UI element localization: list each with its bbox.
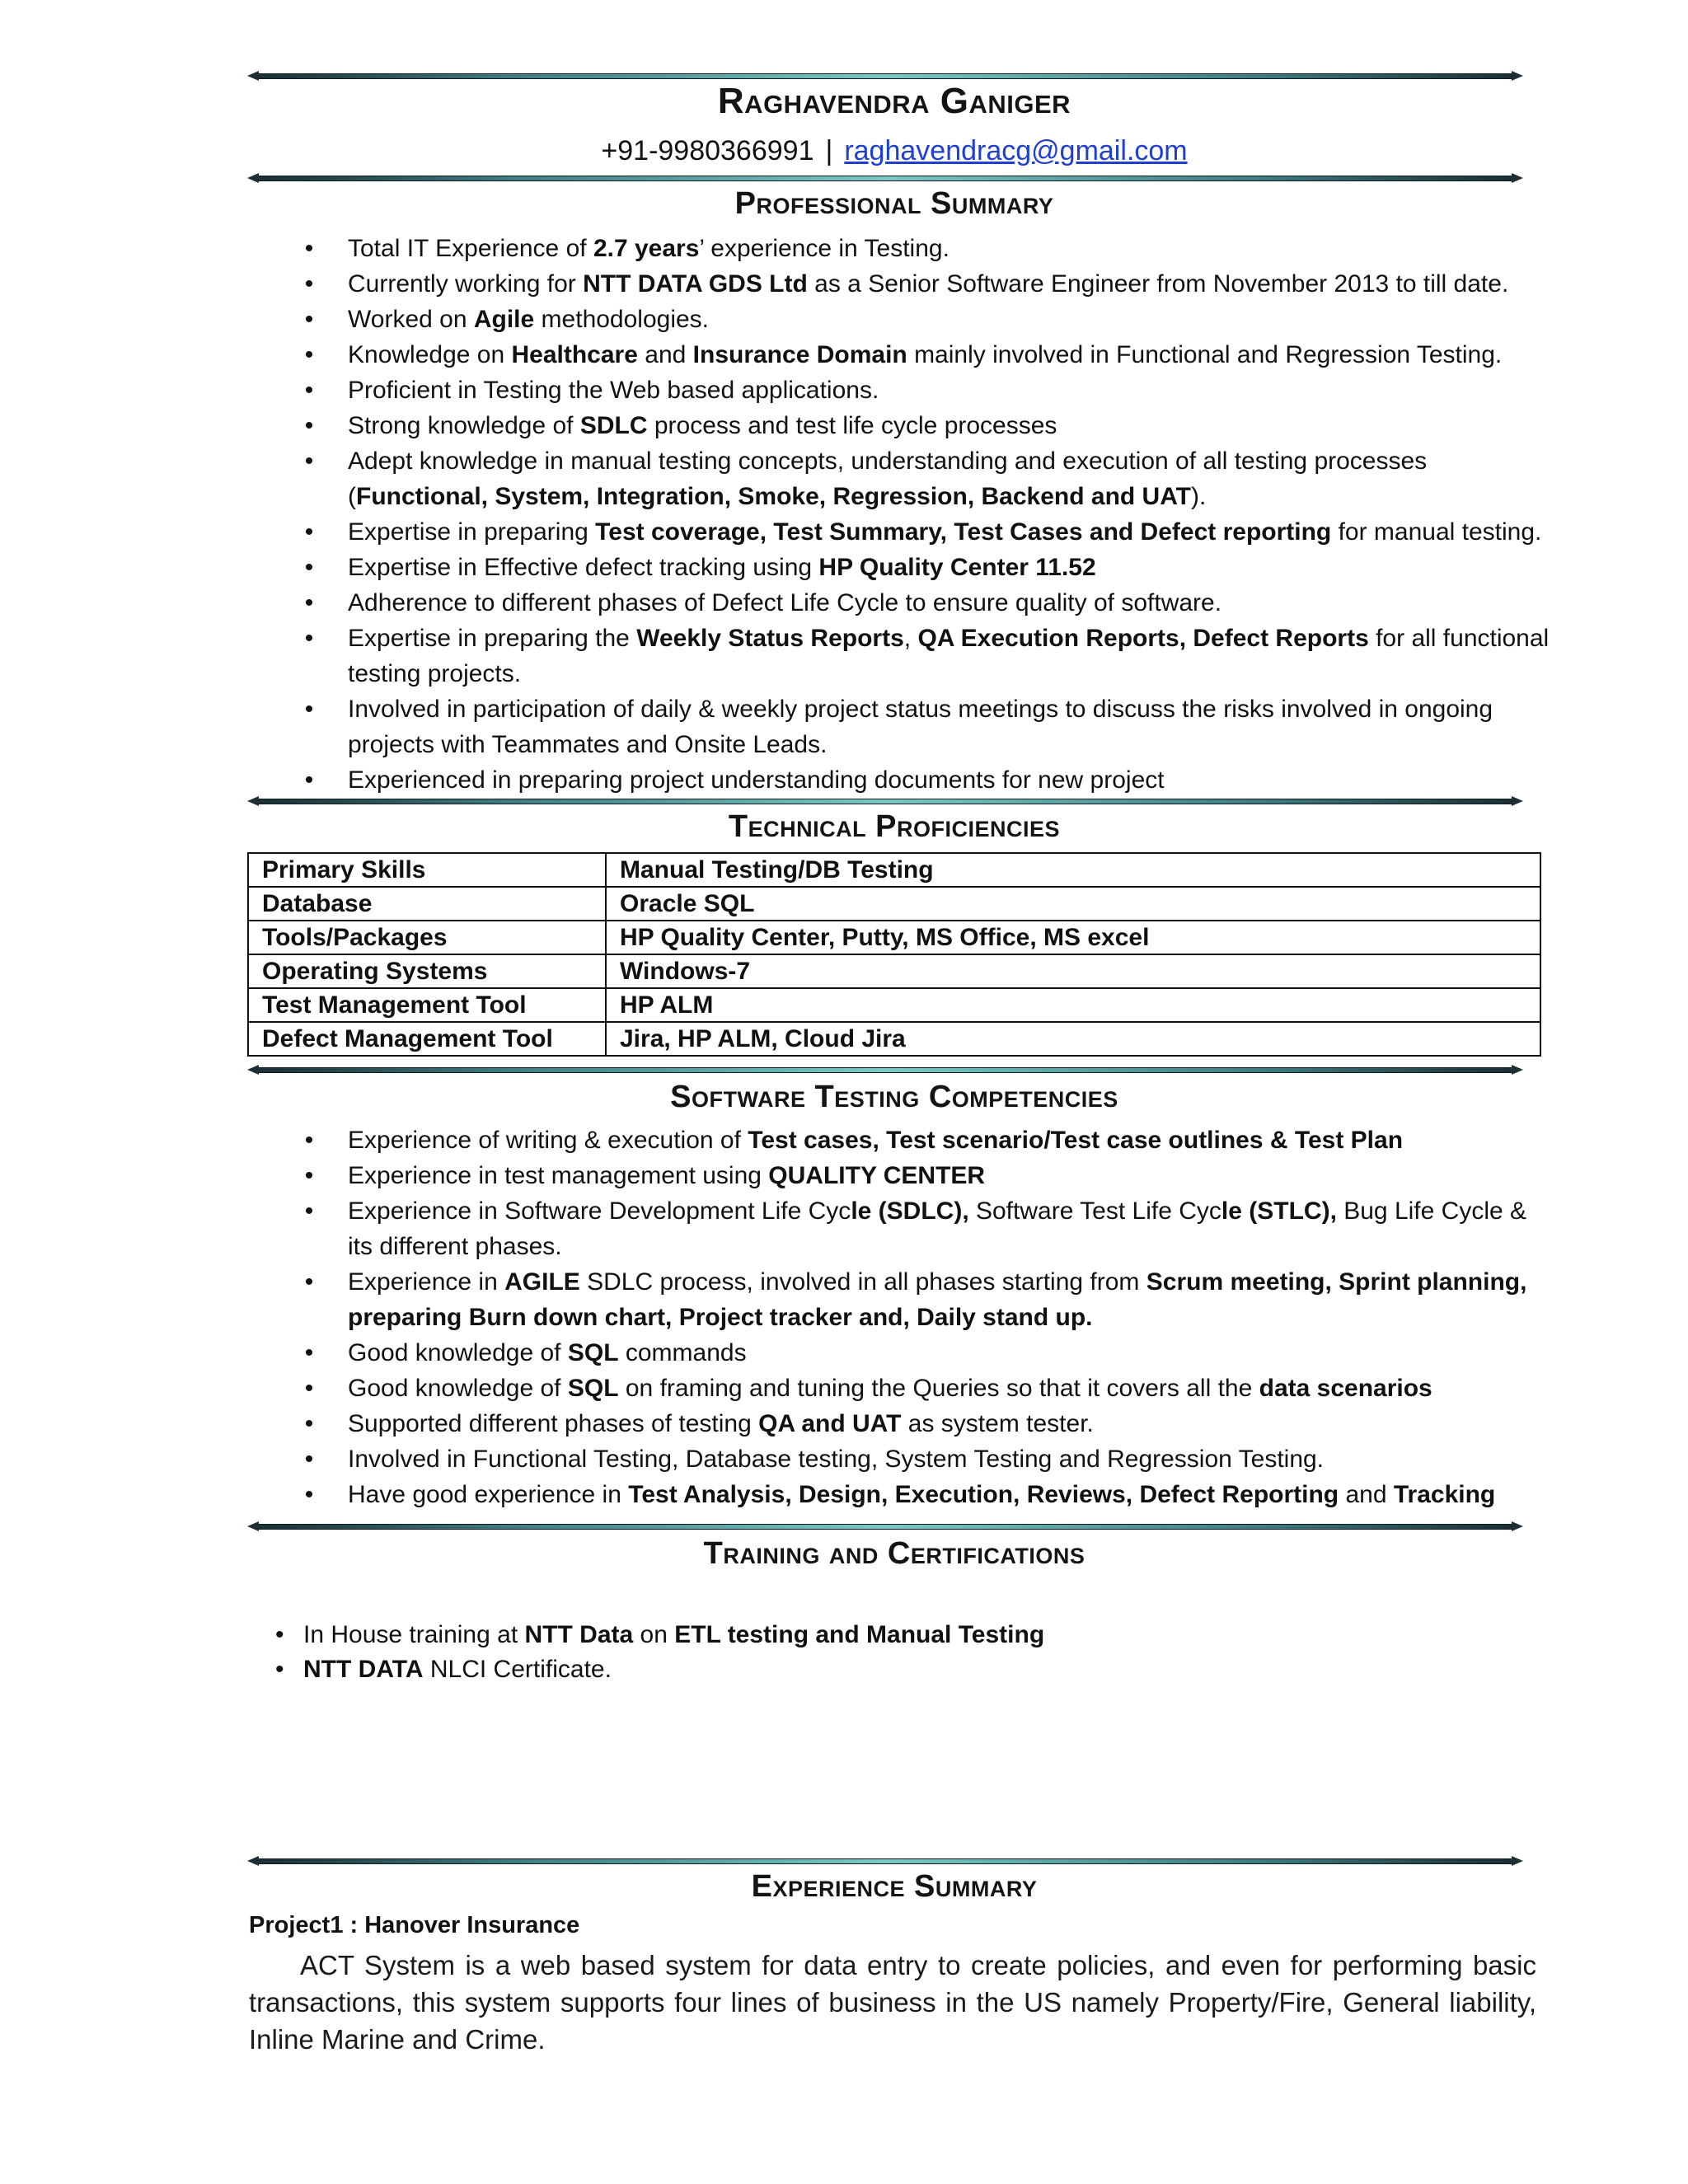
bullet-icon: • — [304, 1446, 314, 1473]
section-title-professional-summary: Professional Summary — [734, 186, 1054, 221]
bullet-icon: • — [304, 1197, 314, 1225]
list-item-text: NTT Data — [524, 1621, 634, 1648]
skill-value-cell: Jira, HP ALM, Cloud Jira — [606, 1022, 1540, 1056]
bullet-icon: • — [304, 306, 314, 333]
bullet-icon: • — [304, 448, 314, 475]
list-item-text: QUALITY CENTER — [768, 1162, 986, 1189]
list-item — [297, 1371, 1550, 1406]
list-item-text: HP Quality Center 11.52 — [818, 554, 1096, 581]
list-item-text: Scrum meeting, Sprint planning, preparing Burn down chart, Project tracker and, Daily stand up. — [348, 1268, 1527, 1331]
list-item-text: AGILE — [504, 1268, 580, 1296]
list-item — [297, 762, 1550, 798]
divider-rule — [247, 173, 1523, 183]
training-list — [275, 1618, 1044, 1687]
bullet-icon: • — [304, 412, 314, 439]
list-item-text: ’ experience in Testing. — [699, 235, 950, 262]
bullet-icon: • — [304, 518, 314, 546]
list-item — [297, 1441, 1550, 1477]
bullet-icon: • — [304, 766, 314, 794]
list-item — [297, 443, 1550, 514]
divider-rule — [247, 71, 1523, 81]
list-item — [297, 266, 1550, 302]
bullet-icon: • — [304, 1268, 314, 1296]
list-item-text: Insurance Domain — [692, 341, 907, 368]
bullet-icon: • — [304, 589, 314, 616]
technical-proficiencies-table — [247, 852, 1541, 1057]
list-item-text: Functional, System, Integration, Smoke, Regression, Backend and UAT — [356, 483, 1191, 510]
bullet-icon: • — [304, 1410, 314, 1437]
list-item-text: NTT DATA GDS Ltd — [583, 270, 808, 298]
bullet-icon: • — [275, 1656, 284, 1683]
list-item — [297, 550, 1550, 585]
list-item-text: and — [637, 341, 693, 368]
table-row — [248, 988, 1540, 1022]
bullet-icon: • — [304, 1127, 314, 1154]
bullet-icon: • — [304, 377, 314, 404]
list-item-text: NLCI Certificate. — [423, 1656, 612, 1683]
email-link[interactable]: raghavendracg@gmail.com — [844, 135, 1188, 166]
list-item — [297, 408, 1550, 443]
bullet-icon: • — [304, 1375, 314, 1402]
divider-rule — [247, 1856, 1523, 1866]
table-row — [248, 921, 1540, 954]
list-item-text: SDLC process, involved in all phases starting from — [579, 1268, 1146, 1296]
list-item-text: Weekly Status Reports — [636, 625, 904, 652]
section-title-technical-proficiencies: Technical Proficiencies — [728, 809, 1061, 844]
list-item-text: data scenarios — [1259, 1375, 1432, 1402]
list-item-text: Involved in participation of daily & weekly project status meetings to discuss the risks involved in ongoing projects with Teammates and Onsite Leads. — [348, 696, 1493, 758]
list-item-text: as system tester. — [901, 1410, 1094, 1437]
list-item-text: NTT DATA — [303, 1656, 424, 1683]
list-item-text: Good knowledge of — [348, 1375, 568, 1402]
list-item — [297, 585, 1550, 621]
project-description: ACT System is a web based system for data entry to create policies, and even for performing basic transactions, this system supports four lines of business in the US namely Property/Fire, General liability, Inline Marine and Crime. — [249, 1950, 1536, 2055]
list-item — [297, 1477, 1550, 1512]
phone-number: +91-9980366991 — [601, 135, 814, 166]
skill-category-cell: Operating Systems — [248, 954, 606, 988]
list-item-text: Experience in — [348, 1268, 505, 1296]
list-item-text: as a Senior Software Engineer from November 2013 to till date. — [807, 270, 1509, 298]
contact-separator: | — [825, 135, 833, 166]
list-item-text: on — [633, 1621, 675, 1648]
list-item-text: le (STLC), — [1221, 1197, 1337, 1225]
list-item-text: SQL — [567, 1339, 619, 1366]
table-row — [248, 1022, 1540, 1056]
list-item-text: methodologies. — [534, 306, 710, 333]
divider-rule — [247, 1065, 1523, 1075]
contact-line — [247, 135, 1541, 167]
list-item-text: Adept knowledge in manual testing concepts, understanding and execution of all testing processes ( — [348, 448, 1428, 510]
divider-rule — [247, 796, 1523, 806]
list-item-text: Involved in Functional Testing, Database testing, System Testing and Regression Testing. — [348, 1446, 1325, 1473]
divider-rule — [247, 1521, 1523, 1531]
section-title-experience-summary: Experience Summary — [751, 1869, 1038, 1904]
skill-value-cell: Manual Testing/DB Testing — [606, 853, 1540, 887]
list-item-text: Test Analysis, Design, Execution, Reviews, Defect Reporting — [628, 1481, 1339, 1508]
list-item — [297, 691, 1550, 762]
list-item-text: Experience of writing & execution of — [348, 1127, 748, 1154]
list-item — [297, 514, 1550, 550]
section-title-software-testing-competencies: Software Testing Competencies — [670, 1080, 1118, 1114]
skill-category-cell: Test Management Tool — [248, 988, 606, 1022]
list-item-text: , — [903, 625, 918, 652]
list-item-text: mainly involved in Functional and Regression Testing. — [907, 341, 1503, 368]
list-item-text: Test coverage, Test Summary, Test Cases and Defect reporting — [595, 518, 1332, 546]
list-item-text: Expertise in Effective defect tracking using — [348, 554, 819, 581]
list-item — [297, 1335, 1550, 1371]
section-title-training: Training and Certifications — [703, 1536, 1085, 1571]
bullet-icon: • — [304, 341, 314, 368]
list-item — [297, 1264, 1550, 1335]
list-item-text: ). — [1190, 483, 1207, 510]
list-item — [297, 1122, 1550, 1158]
bullet-icon: • — [304, 235, 314, 262]
list-item-text: Experience in Software Development Life Cyc — [348, 1197, 851, 1225]
list-item — [297, 302, 1550, 337]
list-item — [297, 373, 1550, 408]
project-title: Project1 : Hanover Insurance — [249, 1912, 580, 1938]
skill-value-cell: Windows-7 — [606, 954, 1540, 988]
list-item-text: Currently working for — [348, 270, 584, 298]
list-item-text: SQL — [567, 1375, 619, 1402]
skill-category-cell: Defect Management Tool — [248, 1022, 606, 1056]
list-item-text: QA Execution Reports, Defect Reports — [917, 625, 1369, 652]
list-item-text: Bug Life Cycle & its different phases. — [348, 1197, 1527, 1260]
skill-value-cell: HP ALM — [606, 988, 1540, 1022]
skill-category-cell: Tools/Packages — [248, 921, 606, 954]
list-item-text: and — [1339, 1481, 1394, 1508]
list-item-text: Adherence to different phases of Defect Life Cycle to ensure quality of software. — [348, 589, 1222, 616]
skill-category-cell: Database — [248, 887, 606, 921]
list-item-text: process and test life cycle processes — [647, 412, 1057, 439]
list-item-text: 2.7 years — [593, 235, 700, 262]
bullet-icon: • — [304, 696, 314, 723]
list-item-text: Good knowledge of — [348, 1339, 568, 1366]
table-row — [248, 853, 1540, 887]
list-item — [297, 337, 1550, 373]
skill-value-cell: HP Quality Center, Putty, MS Office, MS excel — [606, 921, 1540, 954]
bullet-icon: • — [304, 1481, 314, 1508]
bullet-icon: • — [304, 554, 314, 581]
competencies-list — [297, 1122, 1550, 1512]
bullet-icon: • — [304, 270, 314, 298]
bullet-icon: • — [304, 1162, 314, 1189]
list-item-text: Proficient in Testing the Web based applications. — [348, 377, 879, 404]
list-item-text: SDLC — [579, 412, 648, 439]
list-item-text: Agile — [473, 306, 535, 333]
list-item-text: Test cases, Test scenario/Test case outlines & Test Plan — [748, 1127, 1404, 1154]
list-item-text: ETL testing and Manual Testing — [674, 1621, 1045, 1648]
list-item-text: le (SDLC), — [851, 1197, 969, 1225]
bullet-icon: • — [275, 1621, 284, 1648]
list-item-text: Healthcare — [511, 341, 638, 368]
bullet-icon: • — [304, 625, 314, 652]
list-item-text: commands — [618, 1339, 747, 1366]
list-item — [297, 621, 1550, 691]
bullet-icon: • — [304, 1339, 314, 1366]
professional-summary-list — [297, 231, 1550, 798]
list-item-text: In House training at — [303, 1621, 525, 1648]
list-item-text: QA and UAT — [758, 1410, 902, 1437]
list-item-text: Worked on — [348, 306, 474, 333]
list-item — [297, 1193, 1550, 1264]
list-item — [297, 1406, 1550, 1441]
list-item-text: Software Test Life Cyc — [968, 1197, 1221, 1225]
list-item — [275, 1652, 1044, 1687]
list-item — [275, 1618, 1044, 1652]
list-item-text: Strong knowledge of — [348, 412, 580, 439]
list-item-text: Tracking — [1393, 1481, 1496, 1508]
list-item-text: Supported different phases of testing — [348, 1410, 759, 1437]
list-item-text: Knowledge on — [348, 341, 512, 368]
skill-category-cell: Primary Skills — [248, 853, 606, 887]
list-item — [297, 231, 1550, 266]
list-item — [297, 1158, 1550, 1193]
list-item-text: Total IT Experience of — [348, 235, 593, 262]
skill-value-cell: Oracle SQL — [606, 887, 1540, 921]
table-row — [248, 887, 1540, 921]
list-item-text: on framing and tuning the Queries so that it covers all the — [618, 1375, 1259, 1402]
list-item-text: for all functional testing projects. — [348, 625, 1550, 687]
list-item-text: Expertise in preparing — [348, 518, 596, 546]
table-row — [248, 954, 1540, 988]
candidate-name: Raghavendra Ganiger — [717, 81, 1071, 121]
list-item-text: for manual testing. — [1331, 518, 1542, 546]
list-item-text: Expertise in preparing the — [348, 625, 637, 652]
list-item-text: Have good experience in — [348, 1481, 629, 1508]
list-item-text: Experience in test management using — [348, 1162, 769, 1189]
list-item-text: Experienced in preparing project understanding documents for new project — [348, 766, 1165, 794]
